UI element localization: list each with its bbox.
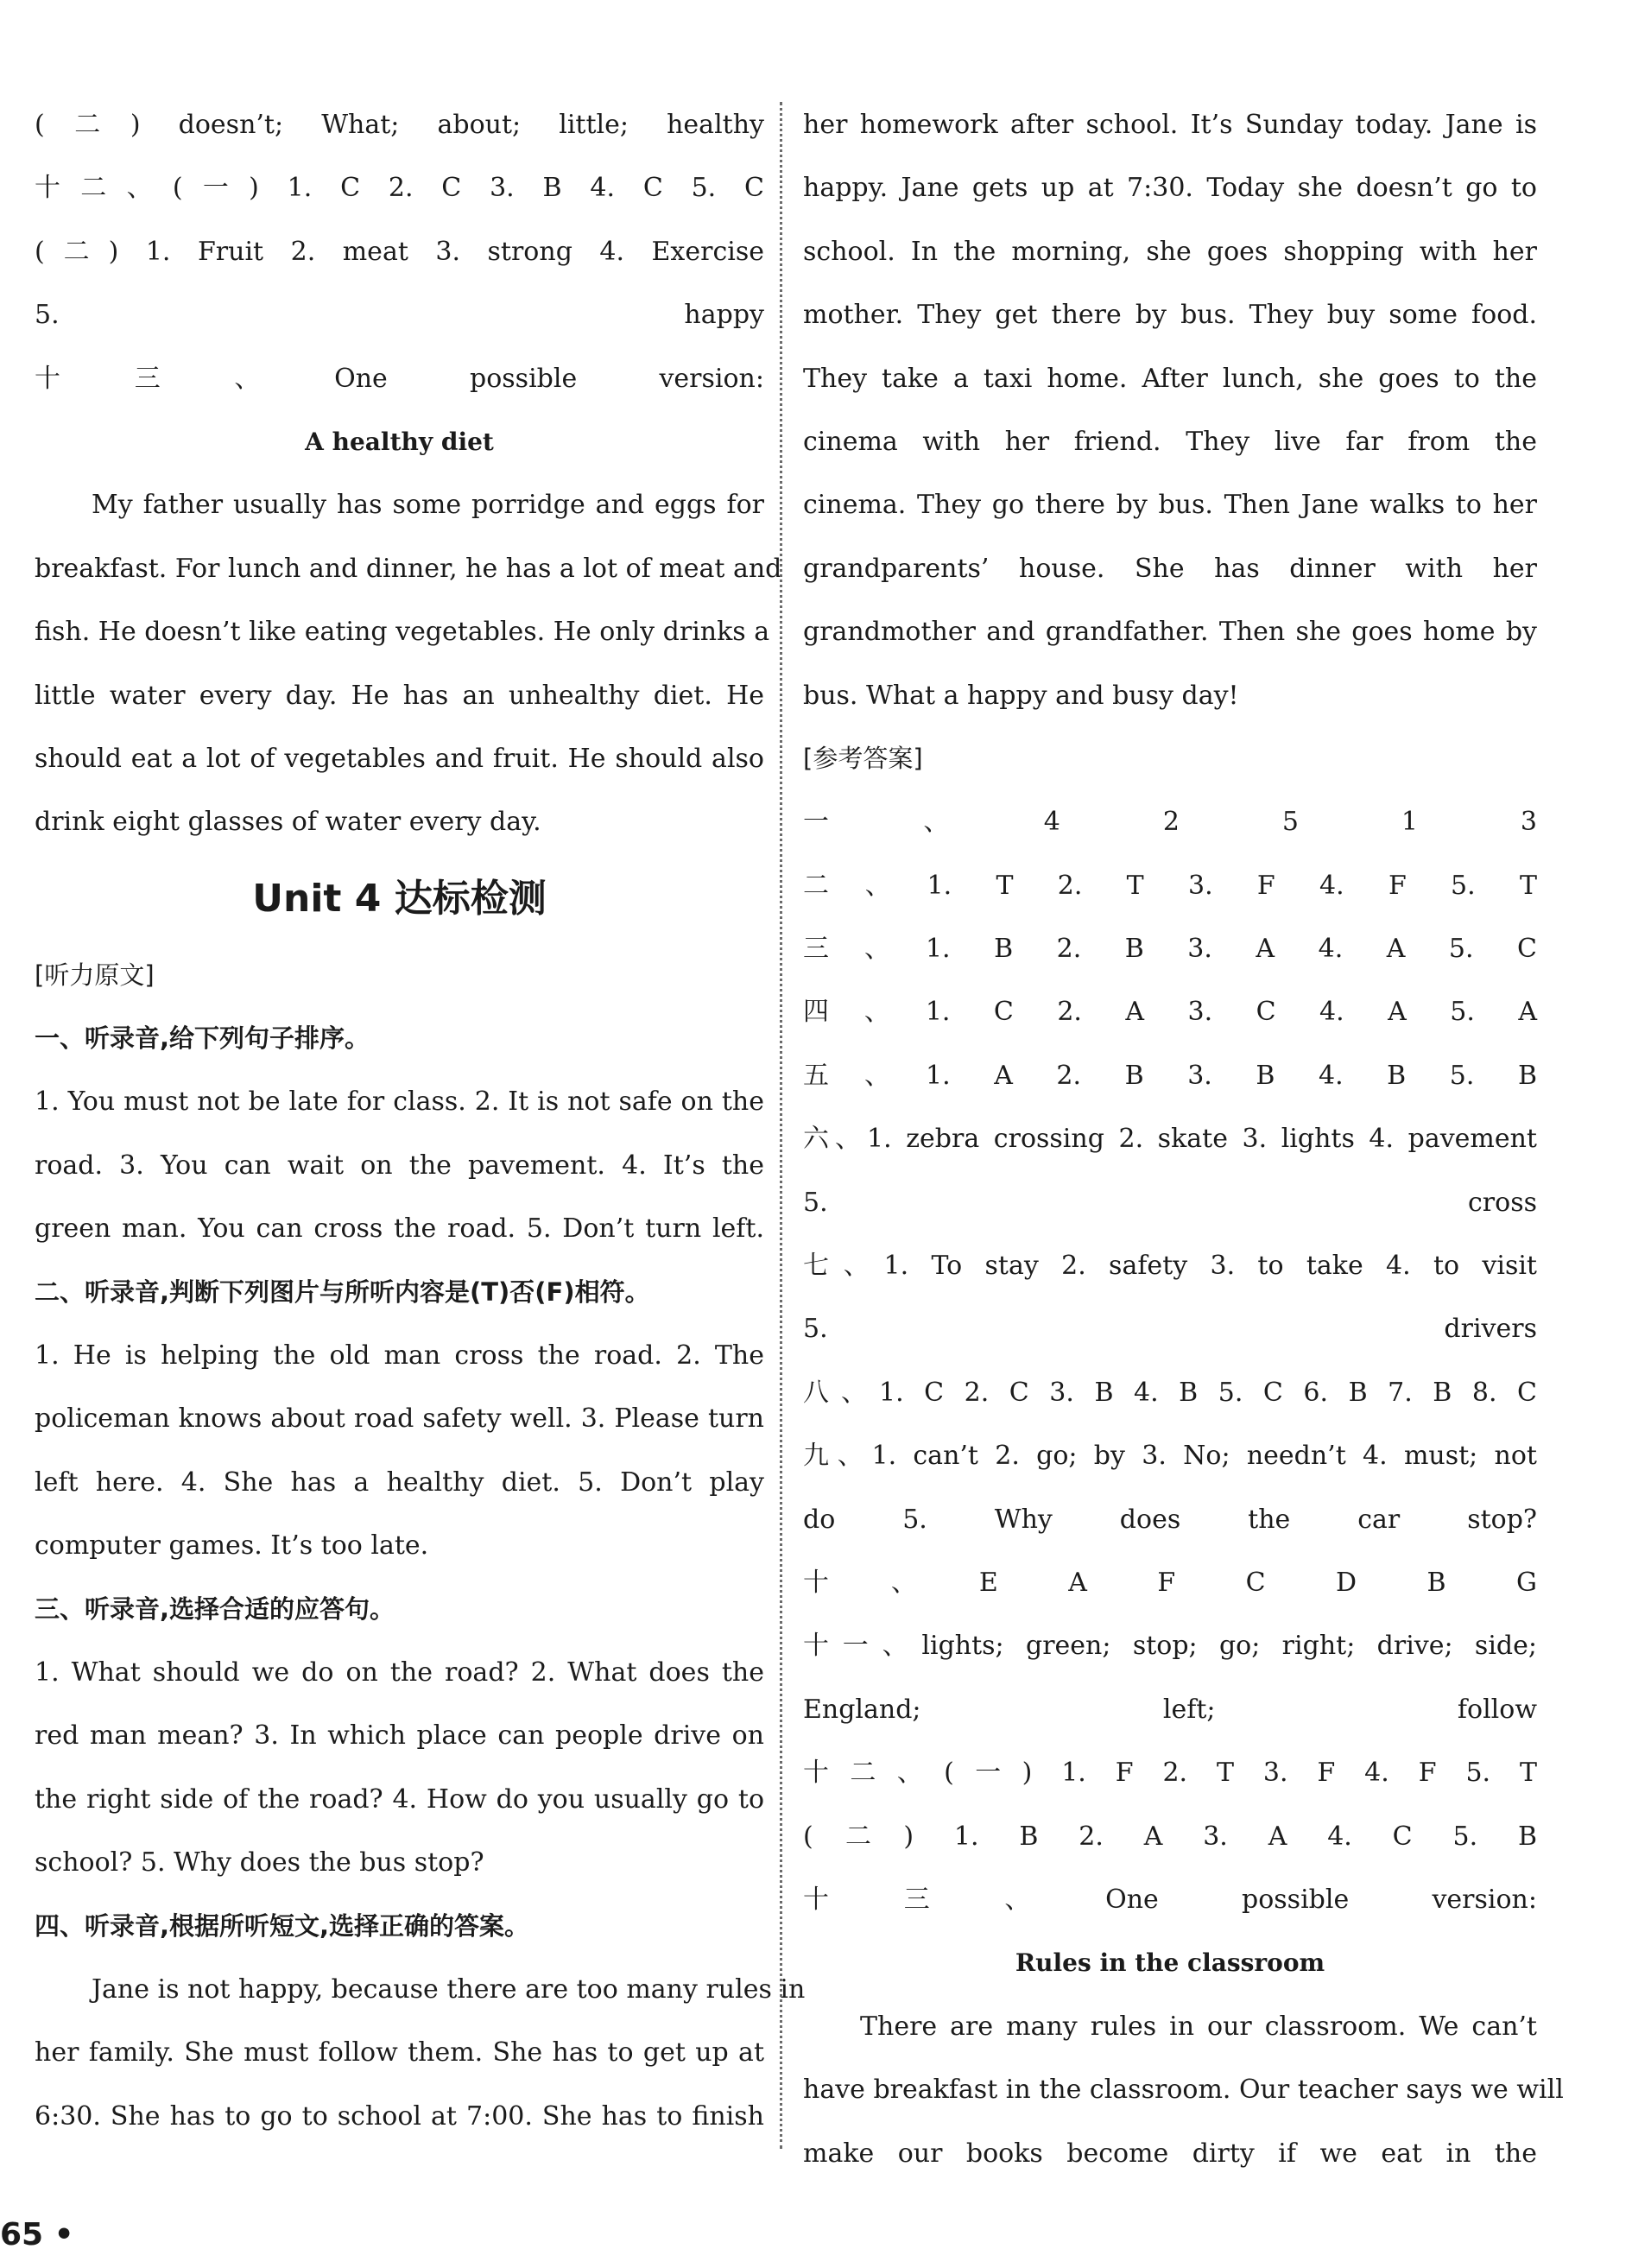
text-line: [听力原文] bbox=[35, 960, 155, 990]
text-line: 七、1. To stay 2. safety 3. to take 4. to visit bbox=[803, 1251, 1537, 1282]
text-line: 九、1. can’t 2. go; by 3. No; needn’t 4. must; not bbox=[803, 1441, 1537, 1472]
text-line: should eat a lot of vegetables and fruit. He should also bbox=[35, 743, 764, 774]
text-line: 四、1. C 2. A 3. C 4. A 5. A bbox=[803, 997, 1537, 1028]
text-line: grandparents’ house. She has dinner with her bbox=[803, 553, 1537, 584]
text-line: 五、1. A 2. B 3. B 4. B 5. B bbox=[803, 1060, 1537, 1091]
text-line: 十三、One possible version: bbox=[803, 1884, 1537, 1915]
text-line: school? 5. Why does the bus stop? bbox=[35, 1847, 484, 1878]
text-line: There are many rules in our classroom. We can’t bbox=[860, 2011, 1537, 2042]
text-line: the right side of the road? 4. How do you usually go to bbox=[35, 1783, 764, 1815]
text-line: left here. 4. She has a healthy diet. 5. Don’t play bbox=[35, 1467, 764, 1498]
text-line: drink eight glasses of water every day. bbox=[35, 807, 541, 838]
text-line: school. In the morning, she goes shopping with her bbox=[803, 236, 1537, 267]
unit-heading: Unit 4 达标检测 bbox=[252, 876, 547, 921]
text-line: 1. What should we do on the road? 2. What does the bbox=[35, 1657, 764, 1688]
essay-title: A healthy diet bbox=[305, 427, 494, 456]
text-line: (二) doesn’t; What; about; little; healthy bbox=[35, 110, 764, 140]
text-line: breakfast. For lunch and dinner, he has a lot of meat and bbox=[35, 553, 782, 584]
text-line: her family. She must follow them. She has to get up at bbox=[35, 2037, 764, 2068]
text-line: policeman knows about road safety well. 3. Please turn bbox=[35, 1403, 764, 1435]
right-column bbox=[803, 93, 1564, 2185]
text-line: bus. What a happy and busy day! bbox=[803, 680, 1239, 711]
essay-title: Rules in the classroom bbox=[1015, 1948, 1325, 1978]
text-line: 三、1. B 2. B 3. A 4. A 5. C bbox=[803, 934, 1537, 965]
text-line: little water every day. He has an unhealthy diet. He bbox=[35, 680, 764, 711]
section-heading: 三、听录音,选择合适的应答句。 bbox=[35, 1593, 395, 1624]
page-number: 65 • bbox=[0, 2217, 74, 2252]
text-line: road. 3. You can wait on the pavement. 4. It’s the bbox=[35, 1150, 764, 1181]
text-line: 1. He is helping the old man cross the road. 2. The bbox=[35, 1340, 764, 1372]
text-line: 八、1. C 2. C 3. B 4. B 5. C 6. B 7. B 8. C bbox=[803, 1377, 1537, 1408]
text-line: 5. drivers bbox=[803, 1314, 1537, 1345]
text-line: grandmother and grandfather. Then she goes home by bbox=[803, 617, 1537, 648]
text-line: (二) 1. Fruit 2. meat 3. strong 4. Exercise bbox=[35, 236, 764, 267]
text-line: (二) 1. B 2. A 3. A 4. C 5. B bbox=[803, 1821, 1537, 1852]
text-line: 5. cross bbox=[803, 1187, 1537, 1218]
text-line: make our books become dirty if we eat in the bbox=[803, 2138, 1537, 2169]
text-line: 十二、(一) 1. C 2. C 3. B 4. C 5. C bbox=[35, 173, 764, 204]
text-line: 十一、lights; green; stop; go; right; drive; side; bbox=[803, 1631, 1537, 1662]
text-line: 六、1. zebra crossing 2. skate 3. lights 4. pavement bbox=[803, 1124, 1537, 1155]
text-line: [参考答案] bbox=[803, 743, 923, 773]
left-column bbox=[35, 93, 806, 2148]
text-line: 十、E A F C D B G bbox=[803, 1567, 1537, 1598]
text-line: computer games. It’s too late. bbox=[35, 1530, 429, 1562]
text-line: My father usually has some porridge and eggs for bbox=[92, 490, 764, 521]
column-divider bbox=[780, 102, 782, 2149]
text-line: have breakfast in the classroom. Our teacher says we will bbox=[803, 2075, 1564, 2106]
text-line: 6:30. She has to go to school at 7:00. She has to finish bbox=[35, 2100, 764, 2132]
text-line: 二、1. T 2. T 3. F 4. F 5. T bbox=[803, 870, 1537, 901]
text-line: cinema. They go there by bus. Then Jane walks to her bbox=[803, 490, 1537, 521]
text-line: Jane is not happy, because there are too many rules in bbox=[92, 1973, 806, 2005]
text-line: fish. He doesn’t like eating vegetables. He only drinks a bbox=[35, 617, 770, 648]
text-line: cinema with her friend. They live far from the bbox=[803, 426, 1537, 457]
text-line: England; left; follow bbox=[803, 1694, 1537, 1725]
text-line: 十二、(一) 1. F 2. T 3. F 4. F 5. T bbox=[803, 1758, 1537, 1789]
section-heading: 二、听录音,判断下列图片与所听内容是(T)否(F)相符。 bbox=[35, 1277, 650, 1307]
section-heading: 一、听录音,给下列句子排序。 bbox=[35, 1023, 370, 1054]
text-line: They take a taxi home. After lunch, she goes to the bbox=[803, 363, 1537, 394]
text-line: her homework after school. It’s Sunday today. Jane is bbox=[803, 110, 1537, 140]
text-line: 一、4 2 5 1 3 bbox=[803, 807, 1537, 838]
text-line: red man mean? 3. In which place can people drive on bbox=[35, 1720, 764, 1752]
text-line: do 5. Why does the car stop? bbox=[803, 1504, 1537, 1535]
text-line: 5. happy bbox=[35, 300, 764, 331]
text-line: green man. You can cross the road. 5. Don’t turn left. bbox=[35, 1213, 764, 1245]
text-line: happy. Jane gets up at 7:30. Today she doesn’t go to bbox=[803, 173, 1537, 204]
text-line: mother. They get there by bus. They buy some food. bbox=[803, 300, 1537, 331]
text-line: 1. You must not be late for class. 2. It is not safe on the bbox=[35, 1086, 764, 1118]
text-line: 十三、One possible version: bbox=[35, 363, 764, 394]
section-heading: 四、听录音,根据所听短文,选择正确的答案。 bbox=[35, 1910, 530, 1941]
